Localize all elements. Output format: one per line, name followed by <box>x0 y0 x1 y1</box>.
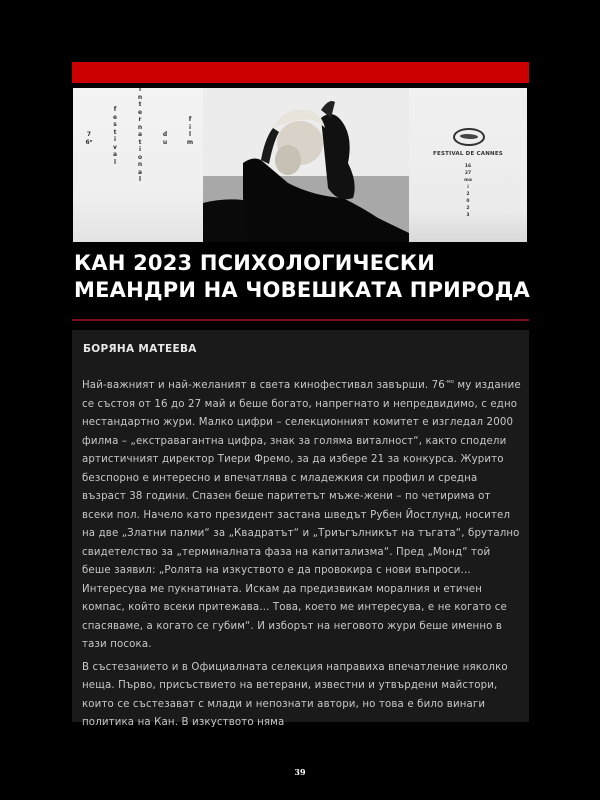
woman-silhouette-image <box>203 88 409 242</box>
palm-logo-icon <box>453 128 485 146</box>
author-name: БОРЯНА МАТЕЕВА <box>83 343 197 355</box>
headline-divider <box>72 319 529 321</box>
festival-dates: 16 27 mai 2 0 2 3 <box>464 164 472 218</box>
paragraph-1-start: Най-важният и най-желаният в света кинофестивал завърши. 76 <box>82 380 445 391</box>
headline-line-2: МЕАНДРИ НА ЧОВЕШКАТА ПРИРОДА <box>74 278 530 302</box>
headline-line-1: КАН 2023 ПСИХОЛОГИЧЕСКИ <box>74 251 435 275</box>
article-body-panel <box>72 330 529 728</box>
poster-edition-number: 7 6ᵉ <box>85 131 93 146</box>
page-number: 39 <box>294 767 306 777</box>
poster-word-du: d u <box>162 131 168 146</box>
ordinal-suffix: -мо <box>444 379 455 385</box>
festival-poster-banner <box>73 88 527 242</box>
poster-word-international: i n t e r n a t i o n a l <box>137 88 143 183</box>
paragraph-1 <box>82 373 522 655</box>
article-headline <box>74 250 534 304</box>
article-body <box>82 373 522 737</box>
poster-word-film: f i l m <box>186 116 194 146</box>
festival-de-cannes-label: FESTIVAL DE CANNES <box>433 151 503 157</box>
red-header-bar <box>72 62 529 83</box>
poster-right-panel <box>409 88 527 242</box>
poster-word-festival: f e s t i v a l <box>112 106 118 166</box>
paragraph-1-rest: му издание се състоя от 16 до 27 май и беше богато, напрегнато и непредвидимо, с едно нестандартно жури. Малко цифри – селекционният комитет е изгледал 2000 филма – „екстравагантна цифра, знак за голяма виталност“, както сподели артистичният директор Тиери Фремо, за да избере 21 за конкурса. Журито безспорно е интересно и впечатлява с младежкия си профил и средна възраст 38 години. Спазен беше паритетът мъже-жени – по четирима от всеки пол. Начело като президент застана шведът Рубен Йостлунд, носител на две „Златни палми“ за „Квадратът“ и „Триъгълникът на тъгата“, брутално свидетелство за „терминалната фаза на капитализма“. Пред „Монд“ той беше заявил: „Ролята на изкуството е да провокира с нови въпроси... Интересува ме пукнатината. Искам да предизвикам моралния и етичен компас, който всеки притежава... Това, което ме интересува, е не когато се спасяваме, а когато се губим“. И изборът на неговото жури беше именно в тази посока. <box>82 380 521 650</box>
paragraph-2: В състезанието и в Официалната селекция направиха впечатление няколко неща. Първо, присъствието на ветерани, известни и утвърдени майстори, които се състезават с млади и непознати автори, но това е било винаги политика на Кан. В изкуството няма <box>82 661 508 728</box>
poster-photo-woman <box>203 88 409 242</box>
poster-left-panel <box>73 88 203 242</box>
